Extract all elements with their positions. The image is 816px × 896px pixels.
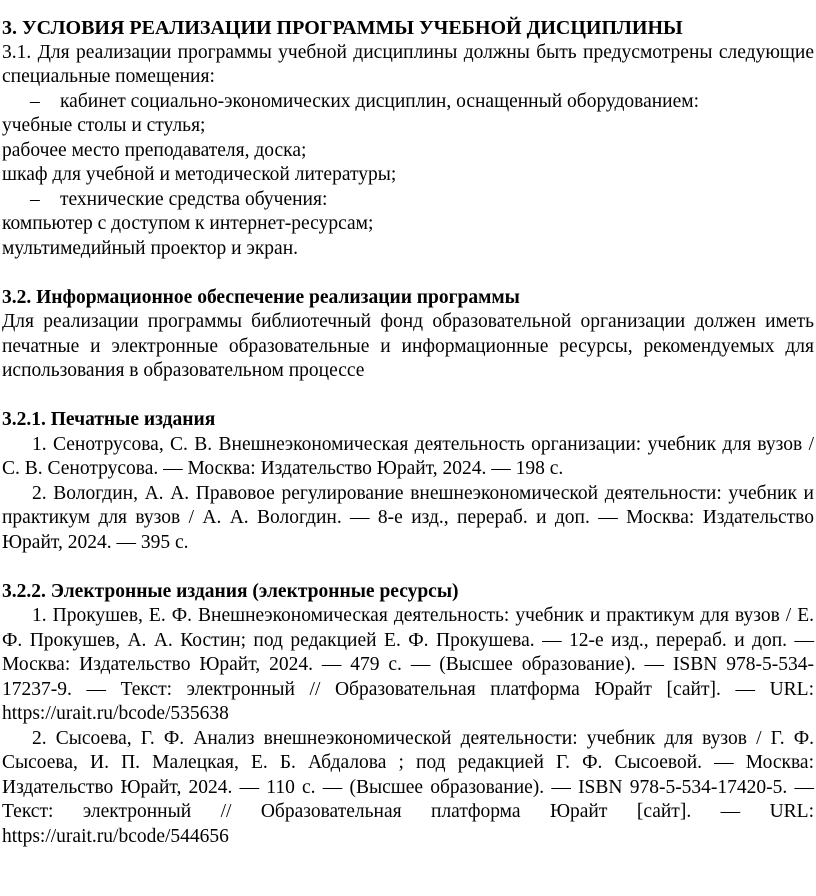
dash-marker: – bbox=[30, 90, 40, 112]
section-3-2-title: 3.2. Информационное обеспечение реализации программы bbox=[2, 286, 520, 308]
dash-item-text: технические средства обучения: bbox=[60, 188, 328, 210]
spacer bbox=[2, 555, 814, 580]
equipment-line: шкаф для учебной и методической литературы; bbox=[2, 164, 397, 185]
equipment-line: рабочее место преподавателя, доска; bbox=[2, 139, 307, 161]
electronic-source-item: 2. Сысоева, Г. Ф. Анализ внешнеэкономической деятельности: учебник для вузов / Г. Ф. Сысоева, И. П. Малецкая, Е. Б. Абдалова ; под редакцией Г. Ф. Сысоевой. — Москва: Издательство Юрайт, 2024. — 110 с. — (Высшее образование). — ISBN 978-5-534-17420-5. — Текст: электронный // Образовательная платформа Юрайт [сайт]. — URL: https://urait.ru/bcode/544656 bbox=[2, 727, 814, 847]
section-3-2-1-title: 3.2.1. Печатные издания bbox=[2, 409, 216, 430]
printed-source-item: 1. Сенотрусова, С. В. Внешнеэкономическая деятельность организации: учебник для вузов / С. В. Сенотрусова. — Москва: Издательство Юрайт, 2024. — 198 с. bbox=[2, 433, 814, 479]
printed-source-item: 2. Вологдин, А. А. Правовое регулирование внешнеэкономической деятельности: учебник и практикум для вузов / А. А. Вологдин. — 8-е изд., перераб. и доп. — Москва: Издательство Юрайт, 2024. — 395 с. bbox=[2, 482, 814, 553]
dash-item-text: кабинет социально-экономических дисциплин, оснащенный оборудованием: bbox=[60, 90, 700, 112]
spacer bbox=[2, 384, 814, 409]
equipment-dash-item-1 bbox=[2, 90, 814, 115]
equipment-line: мультимедийный проектор и экран. bbox=[2, 237, 299, 259]
section-3-1-paragraph: 3.1. Для реализации программы учебной дисциплины должны быть предусмотрены следующие специальные помещения: bbox=[2, 41, 814, 87]
section-3-title: 3. УСЛОВИЯ РЕАЛИЗАЦИИ ПРОГРАММЫ УЧЕБНОЙ ДИСЦИПЛИНЫ bbox=[2, 17, 683, 39]
electronic-source-item: 1. Прокушев, Е. Ф. Внешнеэкономическая деятельность: учебник и практикум для вузов / Е. Ф. Прокушев, А. А. Костин; под редакцией Е. Ф. Прокушева. — 12-е изд., перераб. и доп. — Москва: Издательство Юрайт, 2024. — 479 с. — (Высшее образование). — ISBN 978-5-534-17237-9. — Текст: электронный // Образовательная платформа Юрайт [сайт]. — URL: https://urait.ru/bcode/535638 bbox=[2, 605, 814, 724]
section-3-2-2-title: 3.2.2. Электронные издания (электронные ресурсы) bbox=[2, 580, 459, 602]
spacer bbox=[2, 261, 814, 286]
equipment-line: компьютер с доступом к интернет-ресурсам; bbox=[2, 213, 374, 234]
section-3-2-paragraph: Для реализации программы библиотечный фонд образовательной организации должен иметь печатные и электронные образовательные и информационные ресурсы, рекомендуемых для использования в образовательном процессе bbox=[2, 311, 814, 381]
equipment-dash-item-2 bbox=[2, 188, 814, 213]
dash-marker: – bbox=[30, 188, 40, 210]
equipment-line: учебные столы и стулья; bbox=[2, 115, 206, 136]
